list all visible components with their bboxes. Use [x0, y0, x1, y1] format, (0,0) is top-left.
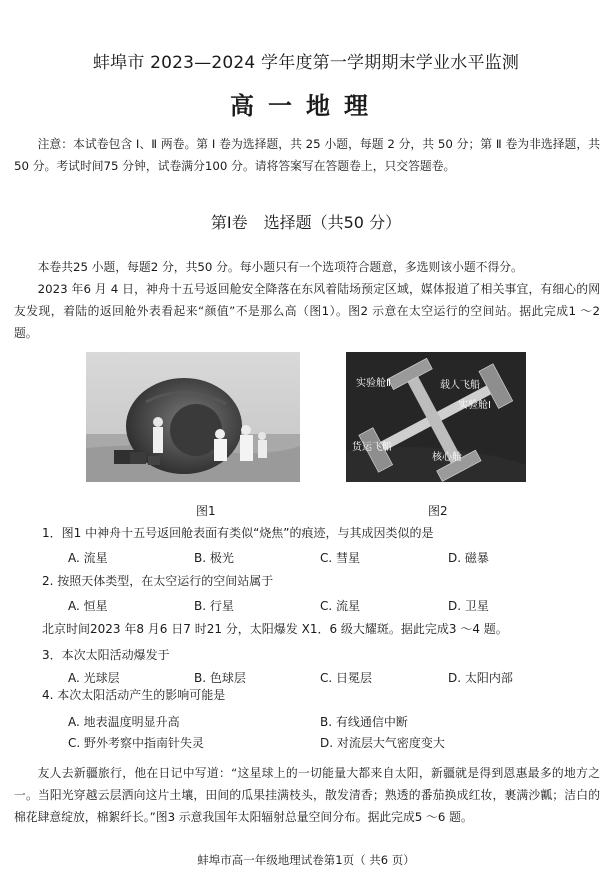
label-lab-module-1: 实验舱Ⅰ — [458, 400, 491, 411]
q1-option-b: B. 极光 — [194, 551, 234, 565]
question-2-stem: 2. 按照天体类型，在太空运行的空间站属于 — [42, 574, 274, 588]
passage-3: 友人去新疆旅行，他在日记中写道：“这星球上的一切能量大都来自太阳，新疆就是得到恩惠最多的地方之一。当阳光穿越云层洒向这片土壤，田间的瓜果挂满枝头，散发清香；熟透的番茄换成红妆，裹满沙瓤；洁白的棉花肆意绽放，棉絮纤长。”图3 示意我国年太阳辐射总量空间分布。据此完成5 ～6 题。 — [14, 766, 600, 824]
label-cargo-ship: 货运飞船 — [352, 442, 392, 453]
section-intro: 本卷共25 小题，每题2 分，共50 分。每小题只有一个选项符合题意，多选则该小题不得分。 — [37, 260, 523, 274]
q1-option-c: C. 彗星 — [320, 551, 361, 565]
q2-option-a: A. 恒星 — [68, 599, 108, 613]
q4-option-c: C. 野外考察中指南针失灵 — [68, 736, 205, 750]
figure-1-capsule-photo — [86, 352, 300, 482]
q2-option-c: C. 流星 — [320, 599, 361, 613]
figure-2-space-station-image — [346, 352, 526, 482]
q4-option-b: B. 有线通信中断 — [320, 715, 408, 729]
q3-option-b: B. 色球层 — [194, 671, 246, 685]
exam-title: 蚌埠市 2023—2024 学年度第一学期期末学业水平监测 — [92, 53, 520, 73]
label-core-module: 核心舱 — [432, 452, 462, 463]
q3-option-c: C. 日冕层 — [320, 671, 373, 685]
passage-1: 2023 年6 月 4 日，神舟十五号返回舱安全降落在东风着陆场预定区域，媒体报道了相关事宜，有细心的网友发现，着陆的返回舱外表看起来“颜值”不是那么高（图1）。图2 示意在太空运行的空间站。据此完成1 ～2 题。 — [14, 282, 600, 340]
label-lab-module-2: 实验舱Ⅱ — [356, 378, 391, 389]
section-title: 第Ⅰ卷 选择题（共50 分） — [210, 213, 402, 232]
q1-option-a: A. 流星 — [68, 551, 108, 565]
q3-option-d: D. 太阳内部 — [448, 671, 513, 685]
q4-option-d: D. 对流层大气密度变大 — [320, 736, 445, 750]
question-4-stem: 4. 本次太阳活动产生的影响可能是 — [42, 688, 226, 702]
figure-2-caption: 图2 — [428, 504, 448, 518]
label-crew-ship: 载人飞船 — [440, 380, 480, 391]
exam-notice: 注意：本试卷包含 Ⅰ、Ⅱ 两卷。第 Ⅰ 卷为选择题，共 25 小题，每题 2 分，共 50 分；第 Ⅱ 卷为非选择题，共50 分。考试时间75 分钟，试卷满分100 分。请将答案写在答题卷上，只交答题卷。 — [14, 137, 600, 173]
question-1-stem: 1．图1 中神舟十五号返回舱表面有类似“烧焦”的痕迹，与其成因类似的是 — [42, 526, 434, 540]
passage-2: 北京时间2023 年8 月6 日7 时21 分，太阳爆发 X1．6 级大耀斑。据此完成3 ～4 题。 — [42, 622, 508, 636]
q4-option-a: A. 地表温度明显升高 — [68, 715, 180, 729]
capsule-photo-illustration — [86, 352, 300, 482]
figure-1-caption: 图1 — [196, 504, 216, 518]
q1-option-d: D. 磁暴 — [448, 551, 489, 565]
exam-subject: 高一地理 — [230, 92, 382, 120]
question-3-stem: 3．本次太阳活动爆发于 — [42, 648, 170, 662]
q2-option-d: D. 卫星 — [448, 599, 489, 613]
page-footer: 蚌埠市高一年级地理试卷第1页（ 共6 页） — [197, 853, 415, 867]
space-station-illustration — [346, 352, 526, 482]
q2-option-b: B. 行星 — [194, 599, 234, 613]
q3-option-a: A. 光球层 — [68, 671, 120, 685]
